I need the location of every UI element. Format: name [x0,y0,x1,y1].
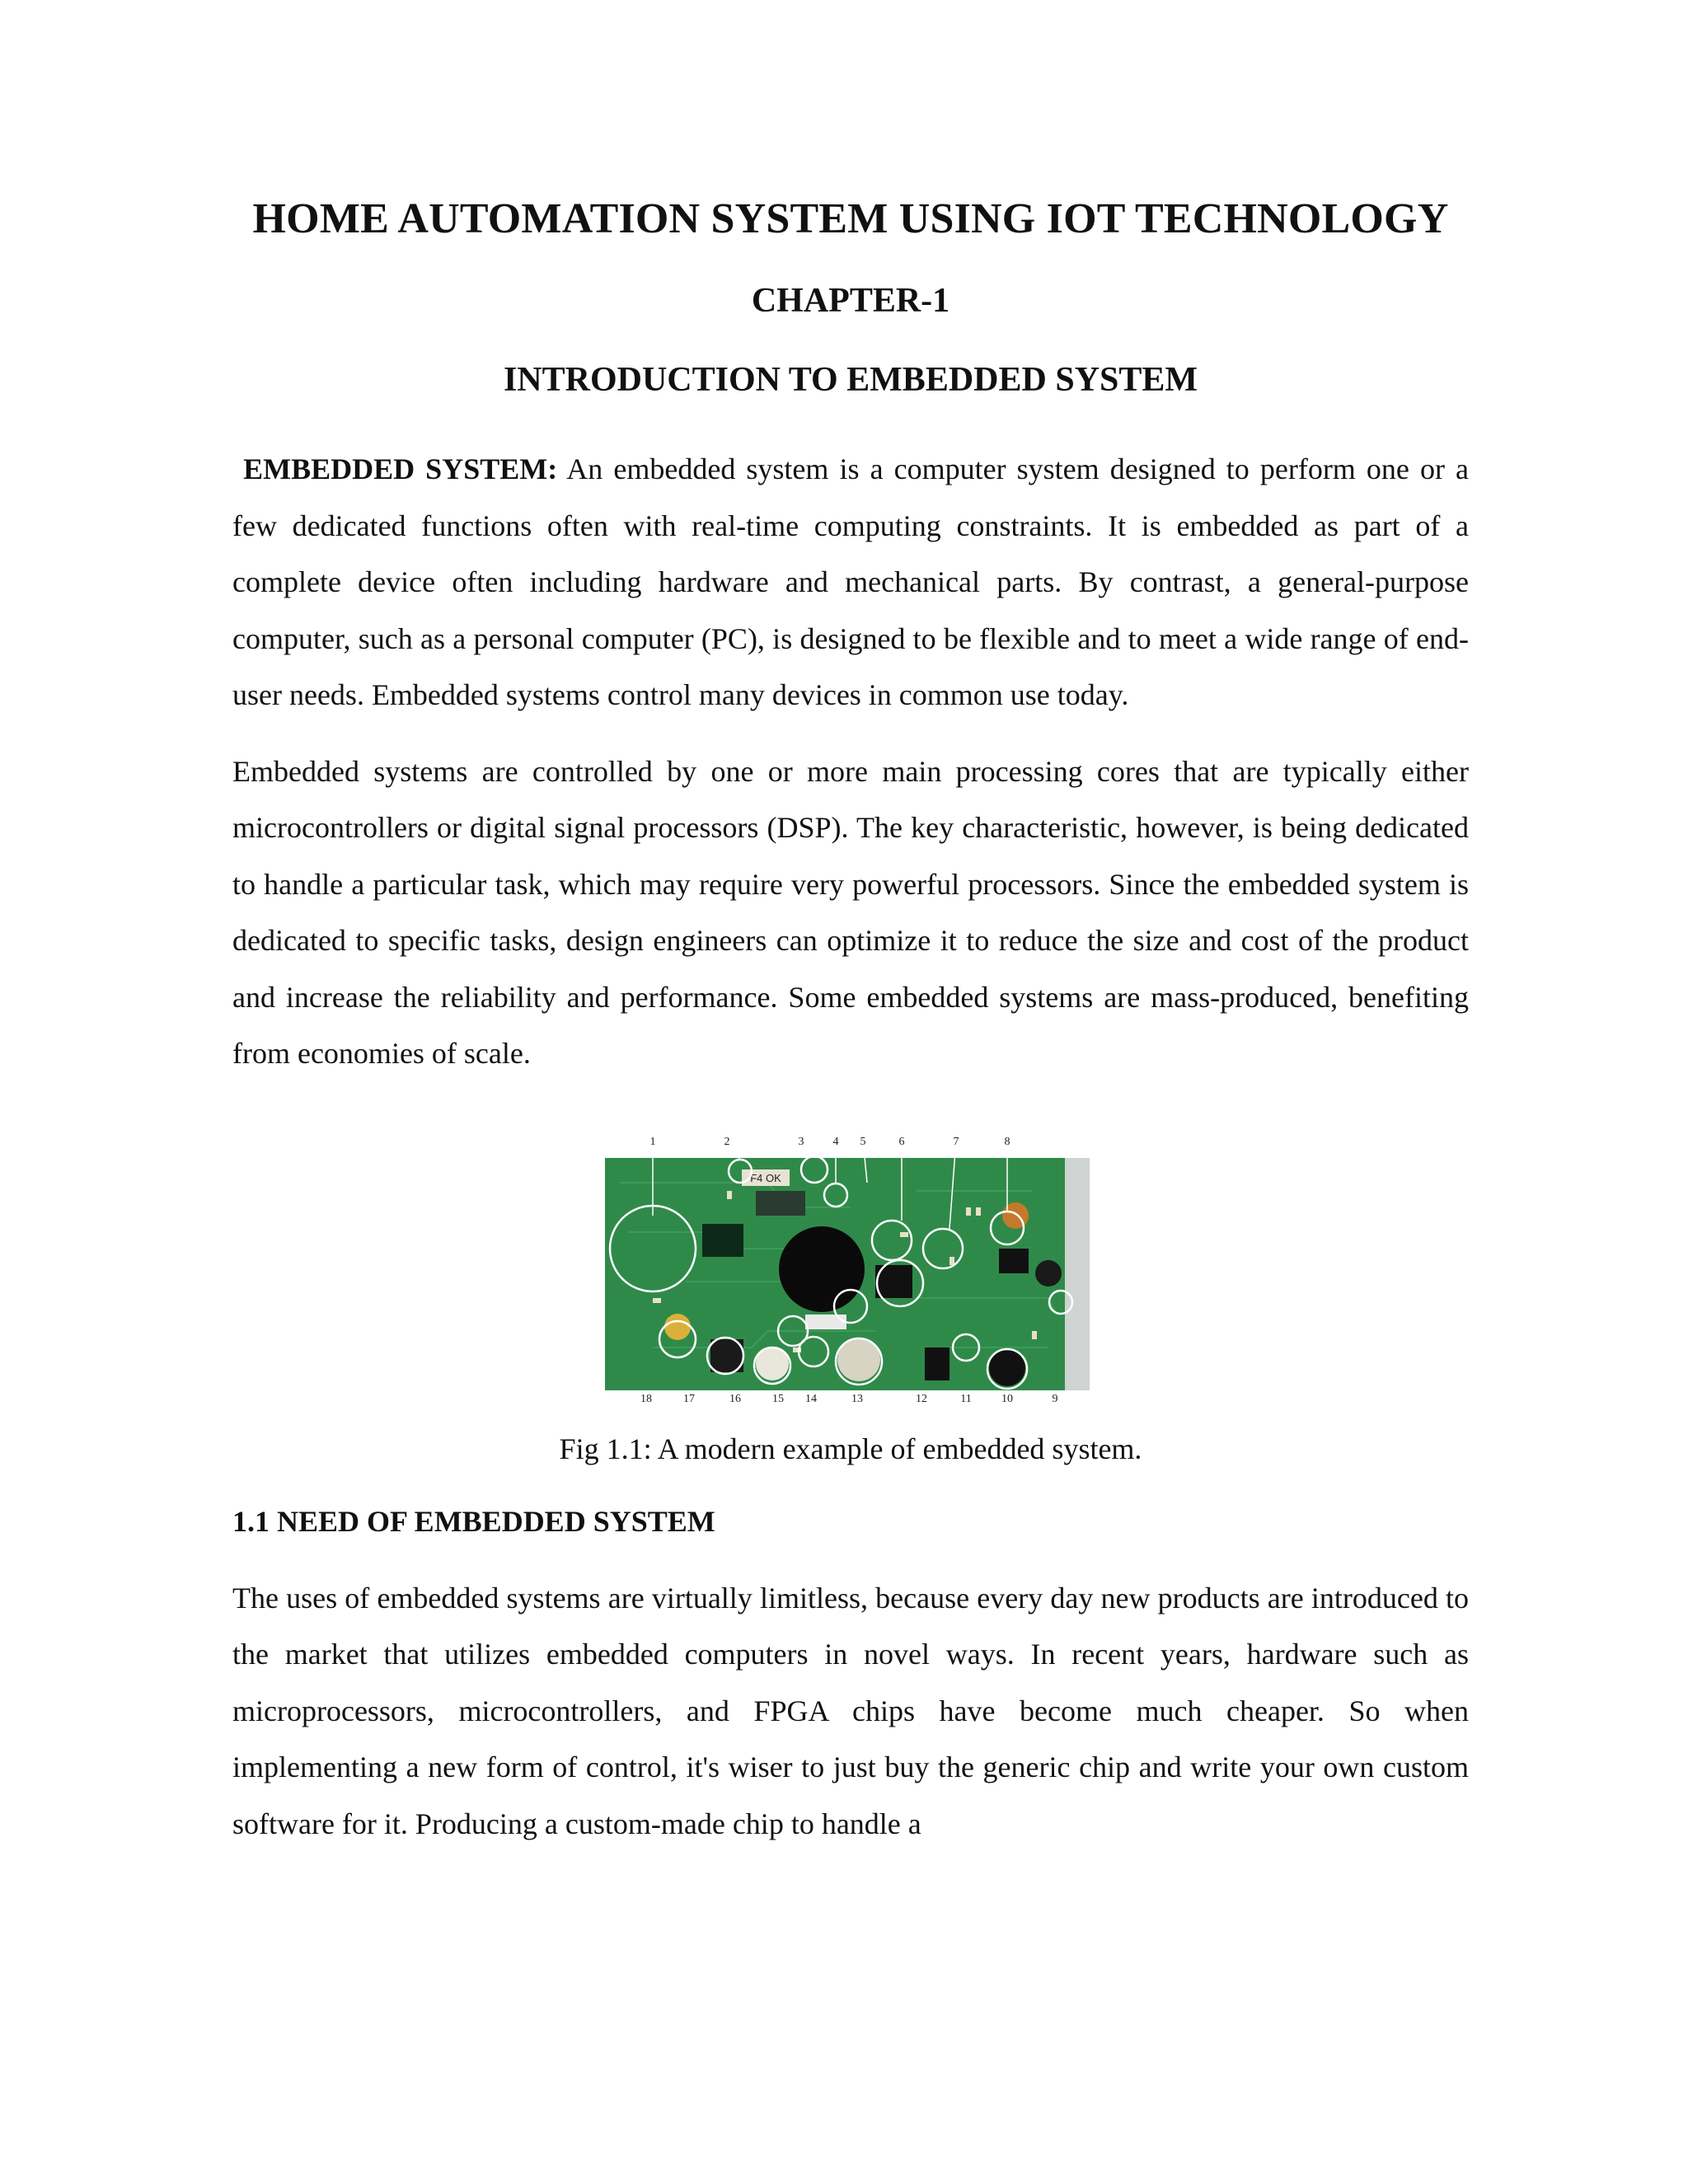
capacitor-component [664,1314,691,1340]
figure-callout-number: 5 [860,1135,866,1148]
figure-callout-number: 17 [683,1392,695,1405]
figure-callout-number: 14 [805,1392,817,1405]
capacitor-component [1035,1260,1062,1286]
figure-caption: Fig 1.1: A modern example of embedded system. [559,1432,1142,1465]
figure-callout-number: 11 [960,1392,972,1405]
figure-callout-number: 3 [798,1135,804,1148]
figure-callout-number: 12 [916,1392,927,1405]
figure-callout-number: 2 [724,1135,730,1148]
pcb-photo-illustration [603,1133,1098,1405]
page-content [232,194,1469,1852]
chapter-number: CHAPTER-1 [751,282,950,320]
figure-callout-number: 4 [832,1135,839,1148]
enclosure-edge [1065,1158,1090,1394]
chip-component [999,1249,1029,1273]
connector-component [756,1191,805,1216]
board-marking-text: F4 OK [750,1171,781,1184]
paragraph-processing-cores: Embedded systems are controlled by one or more main processing cores that are typically either microcontrollers or digital signal processors (DSP). The key characteristic, however, is being dedicated to handle a particular task, which may require very powerful processors. Since the embedded system is dedicated to specific tasks, design engineers can optimize it to reduce the size and cost of the product and increase the reliability and performance. Some embedded systems are mass-produced, benefiting from economies of scale. [232,754,1469,1070]
figure-callout-number: 8 [1004,1135,1010,1148]
paragraph-need-of-embedded: The uses of embedded systems are virtually limitless, because every day new products are introduced to the market that utilizes embedded computers in novel ways. In recent years, hardware such as microprocessors, microcontrollers, and FPGA chips have become much cheaper. So when implementing a new form of control, it's wiser to just buy the generic chip and write your own custom software for it. Producing a custom-made chip to handle a [232,1581,1469,1840]
figure-callout-number: 18 [640,1392,652,1405]
chip-component [925,1347,950,1380]
figure-callout-number: 13 [851,1392,863,1405]
figure-callout-number: 6 [898,1135,905,1148]
figure-callout-number: 16 [729,1392,741,1405]
paragraph-text: An embedded system is a computer system designed to perform one or a few dedicated functions often with real-time computing constraints. It is embedded as part of a complete device often including hardware and mechanical parts. By contrast, a general-purpose computer, such as a personal computer (PC), is designed to be flexible and to meet a wide range of end-user needs. Embedded systems control many devices in common use today. [232,452,1469,711]
main-processor-component [779,1226,865,1312]
document-title: HOME AUTOMATION SYSTEM USING IOT TECHNOLOGY [252,195,1449,242]
paragraph-embedded-system [232,441,1469,724]
paragraph-lead-term: EMBEDDED SYSTEM: [243,452,558,485]
chapter-title: INTRODUCTION TO EMBEDDED SYSTEM [503,361,1198,399]
chip-component [702,1224,743,1257]
label-sticker [805,1315,846,1329]
figure-embedded-board [603,1133,1098,1405]
figure-callout-number: 10 [1001,1392,1013,1405]
figure-callout-number: 7 [953,1135,959,1148]
figure-callout-number: 15 [772,1392,784,1405]
figure-callout-number: 1 [649,1135,656,1148]
capacitor-component [989,1350,1025,1386]
inductor-component [1002,1202,1029,1229]
section-heading-need: 1.1 NEED OF EMBEDDED SYSTEM [232,1504,715,1538]
figure-callout-number: 9 [1052,1392,1058,1405]
